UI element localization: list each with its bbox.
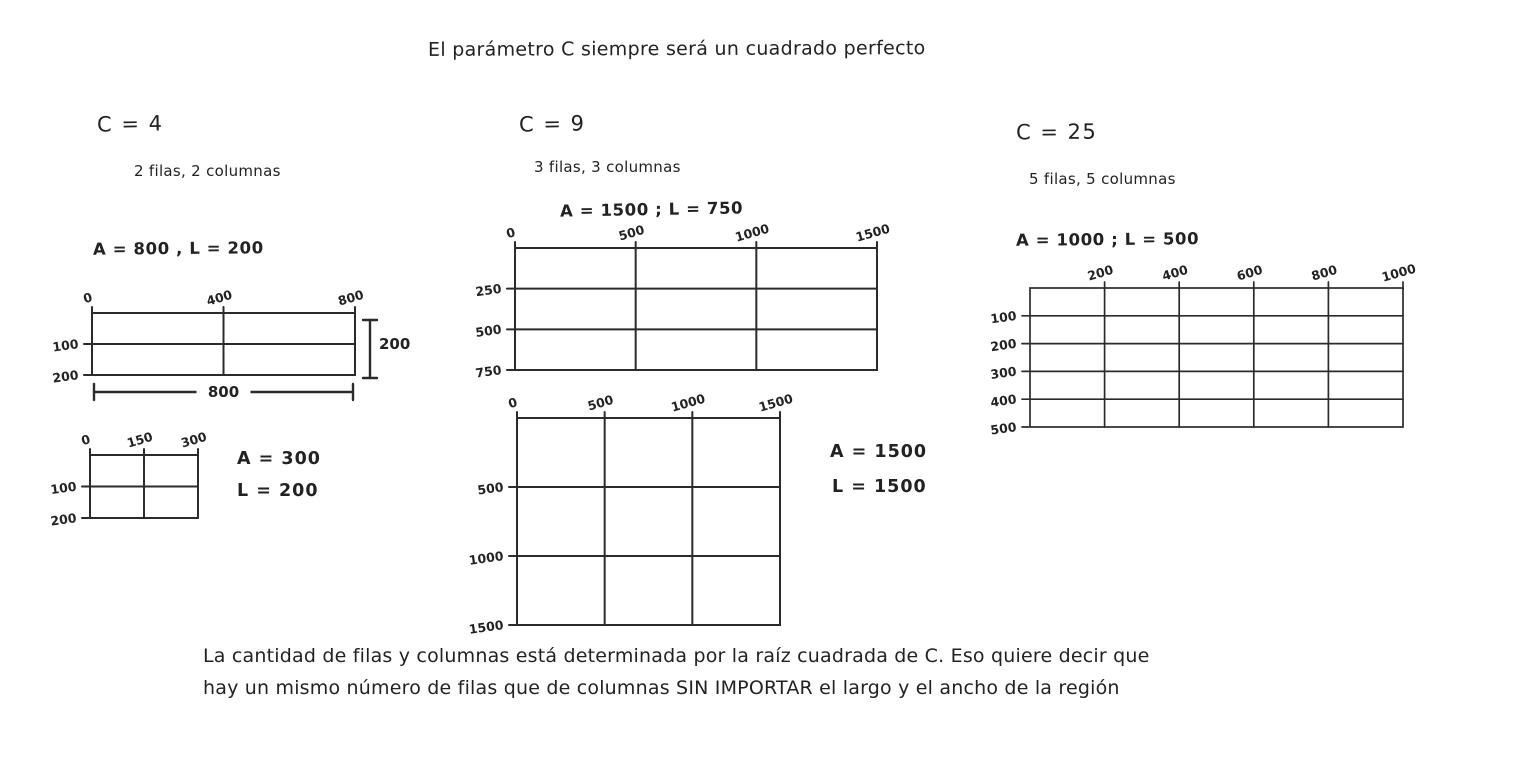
footer-explanation-line2: hay un mismo número de filas que de columnas SIN IMPORTAR el largo y el ancho de la región: [203, 677, 1120, 699]
section-c25-label: C = 25: [1015, 119, 1098, 145]
section-c4-params: A = 800 , L = 200: [92, 238, 264, 259]
svg-text:300: 300: [989, 363, 1018, 383]
svg-text:500: 500: [476, 479, 505, 498]
grid-c9-square-length-label: L = 1500: [832, 477, 927, 497]
footer-explanation-line1: La cantidad de filas y columnas está determinada por la raíz cuadrada de C. Eso quiere decir que: [203, 645, 1150, 667]
svg-text:500: 500: [989, 419, 1018, 438]
svg-text:200: 200: [989, 335, 1018, 355]
svg-text:250: 250: [474, 280, 503, 300]
svg-text:150: 150: [125, 428, 155, 451]
grid-c4-main: [47, 283, 415, 415]
svg-text:400: 400: [204, 286, 234, 309]
svg-text:1500: 1500: [756, 390, 795, 415]
grid-c9-square-area-label: A = 1500: [830, 442, 928, 462]
svg-text:1000: 1000: [669, 390, 707, 415]
section-c4-label: C = 4: [96, 111, 164, 137]
svg-text:500: 500: [585, 391, 616, 414]
svg-text:1000: 1000: [733, 220, 771, 245]
grid-c9-square: [467, 388, 830, 639]
page-title: El parámetro C siempre será un cuadrado perfecto: [427, 37, 926, 61]
svg-text:200: 200: [51, 367, 80, 386]
svg-text:1500: 1500: [853, 220, 892, 245]
svg-text:800: 800: [336, 286, 366, 309]
svg-text:100: 100: [989, 307, 1018, 327]
svg-text:0: 0: [506, 394, 520, 412]
svg-text:1000: 1000: [1379, 260, 1418, 285]
svg-text:100: 100: [51, 336, 80, 355]
svg-text:400: 400: [989, 391, 1018, 410]
svg-text:0: 0: [79, 431, 93, 449]
grid-c25-wide: [985, 256, 1453, 441]
grid-c4-small: [45, 425, 243, 530]
svg-text:600: 600: [1234, 261, 1265, 284]
section-c25-rowscols: 5 filas, 5 columnas: [1029, 170, 1176, 188]
svg-text:0: 0: [81, 289, 95, 307]
grid-c4-small-length-label: L = 200: [237, 481, 319, 501]
svg-text:400: 400: [1160, 261, 1190, 284]
section-c25-params: A = 1000 ; L = 500: [1015, 229, 1200, 250]
svg-text:500: 500: [474, 321, 503, 340]
svg-text:800: 800: [1309, 261, 1339, 284]
svg-text:100: 100: [49, 478, 78, 498]
grid-c9-wide: [470, 216, 927, 384]
svg-text:200: 200: [49, 510, 78, 529]
svg-text:0: 0: [504, 224, 518, 242]
grid-c4-small-area-label: A = 300: [237, 449, 321, 469]
svg-text:800: 800: [207, 383, 240, 401]
svg-text:200: 200: [1085, 261, 1115, 284]
svg-text:200: 200: [379, 335, 411, 353]
svg-text:500: 500: [616, 221, 647, 244]
svg-text:750: 750: [474, 362, 503, 381]
section-c9-label: C = 9: [518, 111, 586, 137]
svg-text:1500: 1500: [467, 617, 505, 637]
svg-text:1000: 1000: [467, 548, 505, 568]
section-c9-params: A = 1500 ; L = 750: [559, 198, 744, 221]
section-c4-rowscols: 2 filas, 2 columnas: [134, 162, 281, 180]
section-c9-rowscols: 3 filas, 3 columnas: [534, 158, 681, 176]
svg-text:300: 300: [179, 428, 209, 451]
